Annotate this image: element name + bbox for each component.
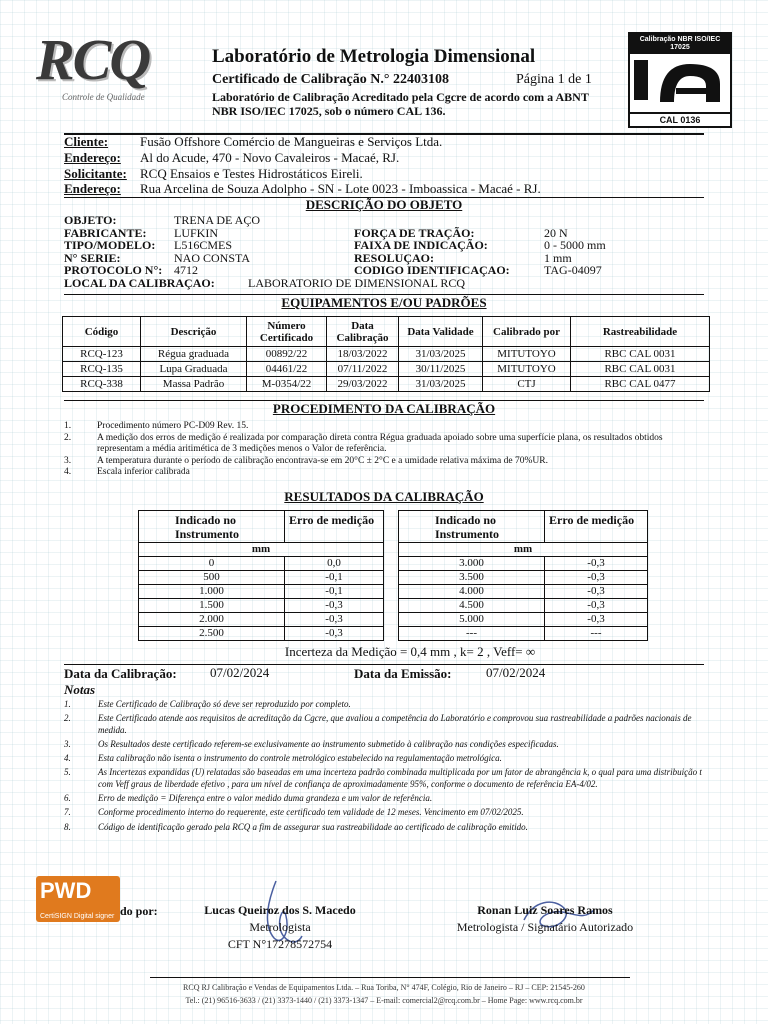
pwd-sub: CertiSIGN Digital signer — [40, 913, 115, 920]
object-label: OBJETO: — [64, 213, 117, 227]
table-cell: -0,3 — [545, 585, 648, 599]
item-number: 4. — [64, 467, 72, 477]
requester-address-row — [64, 181, 541, 197]
list-item — [64, 753, 704, 764]
table-row — [139, 557, 384, 571]
table-cell: 0 — [139, 557, 285, 571]
item-number: 2. — [64, 713, 71, 724]
list-item — [64, 793, 704, 804]
signer-1-name: Lucas Queiroz dos S. Macedo — [204, 903, 356, 917]
table-cell: 2.000 — [139, 613, 285, 627]
table-cell: -0,3 — [545, 571, 648, 585]
manufacturer-label: FABRICANTE: — [64, 225, 147, 240]
page-number: Página 1 de 1 — [516, 72, 592, 87]
item-text: Os Resultados deste certificado referem-se exclusivamente ao instrumento submetido à calibração nas condições especificadas. — [98, 738, 559, 749]
table-cell: 500 — [139, 571, 285, 585]
table-cell: -0,3 — [285, 627, 384, 641]
list-item — [64, 456, 674, 468]
item-number: 6. — [64, 793, 71, 804]
table-cell: 31/03/2025 — [399, 377, 483, 392]
requester-row — [64, 166, 363, 182]
list-item — [64, 713, 704, 736]
col-header: Descrição — [141, 317, 247, 347]
issue-date-label: Data da Emissão: — [354, 666, 452, 681]
table-cell: -0,3 — [285, 613, 384, 627]
accreditation-badge — [628, 32, 732, 128]
manufacturer-value: LUFKIN — [174, 225, 218, 240]
footer-divider — [150, 977, 630, 978]
item-text: Este Certificado atende aos requisitos de acreditação da Cgcre, que avaliou a competência do Laboratório e comprovou sua rastreabilidade a padrões nacionais de medida. — [98, 713, 692, 735]
location-label: LOCAL DA CALIBRAÇAO: — [64, 276, 215, 290]
footer-line-1: RCQ RJ Calibração e Vendas de Equipamentos Ltda. – Rua Toriba, N° 474F, Colégio, Rio de Janeiro – RJ – CEP: 21545-260 — [183, 983, 585, 992]
equipment-table — [62, 316, 710, 392]
table-cell: --- — [399, 627, 545, 641]
range-value: 0 - 5000 mm — [544, 238, 606, 252]
issue-date-value: 07/02/2024 — [486, 665, 546, 680]
table-cell: MITUTOYO — [483, 362, 571, 377]
col-header: Calibrado por — [483, 317, 571, 347]
table-cell: Massa Padrão — [141, 377, 247, 392]
table-cell: RBC CAL 0477 — [571, 377, 710, 392]
procedure-list — [64, 421, 674, 479]
table-cell: MITUTOYO — [483, 347, 571, 362]
table-cell: RCQ-135 — [63, 362, 141, 377]
address-row — [64, 150, 399, 166]
list-item — [64, 467, 674, 479]
col-header: Indicado no Instrumento — [399, 511, 545, 543]
item-number: 2. — [64, 432, 72, 443]
list-item — [64, 822, 704, 833]
table-cell: 00892/22 — [247, 347, 327, 362]
table-row — [399, 585, 648, 599]
table-cell: 18/03/2022 — [327, 347, 399, 362]
table-row — [139, 585, 384, 599]
equipment-header-row — [63, 317, 710, 347]
list-item — [64, 433, 674, 456]
table-cell: Lupa Graduada — [141, 362, 247, 377]
signature-block-1 — [180, 902, 380, 953]
lab-title: Laboratório de Metrologia Dimensional — [212, 46, 536, 67]
resolution-label: RESOLUÇAO: — [354, 250, 435, 265]
table-cell: -0,1 — [285, 571, 384, 585]
col-header: Indicado no Instrumento — [139, 511, 285, 543]
force-label: FORÇA DE TRAÇÃO: — [354, 225, 475, 240]
requester-value: RCQ Ensaios e Testes Hidrostáticos Eireli. — [140, 166, 363, 181]
badge-top-text: Calibração NBR ISO/IEC 17025 — [630, 34, 730, 54]
table-row — [63, 377, 710, 392]
pwd-label: PWD — [40, 878, 92, 903]
protocol-label: PROTOCOLO N°: — [64, 263, 163, 277]
col-header: Erro de medição — [545, 511, 648, 543]
table-cell: M-0354/22 — [247, 377, 327, 392]
table-cell: 07/11/2022 — [327, 362, 399, 377]
table-cell: -0,3 — [545, 613, 648, 627]
col-header: Número Certificado — [247, 317, 327, 347]
table-cell: 1.000 — [139, 585, 285, 599]
executed-by-label: do por: — [120, 904, 158, 918]
notes-list — [64, 699, 704, 836]
item-number: 8. — [64, 821, 71, 832]
table-cell: -0,1 — [285, 585, 384, 599]
table-cell: 2.500 — [139, 627, 285, 641]
table-cell: RCQ-123 — [63, 347, 141, 362]
object-value: TRENA DE AÇO — [174, 213, 261, 227]
table-cell: 30/11/2025 — [399, 362, 483, 377]
procedure-section-title: PROCEDIMENTO DA CALIBRAÇÃO — [272, 401, 496, 416]
id-code-value: TAG-04097 — [544, 263, 602, 277]
item-number: 7. — [64, 807, 71, 818]
table-cell: -0,3 — [545, 557, 648, 571]
equipment-section-title: EQUIPAMENTOS E/OU PADRÕES — [281, 295, 487, 310]
table-cell: 4.000 — [399, 585, 545, 599]
client-value: Fusão Offshore Comércio de Mangueiras e Serviços Ltda. — [140, 134, 443, 149]
pwd-badge — [36, 876, 120, 922]
results-section-title: RESULTADOS DA CALIBRAÇÃO — [284, 489, 484, 504]
item-text: A temperatura durante o período de calibração encontrava-se em 20°C ± 2°C e a umidade relativa máxima de 70%UR. — [97, 455, 548, 466]
notes-title: Notas — [64, 682, 96, 697]
table-cell: RBC CAL 0031 — [571, 347, 710, 362]
item-text: As Incertezas expandidas (U) relatadas são baseadas em uma incerteza padrão combinada multiplicada por um fator de abrangência k, o qual para uma distribuição t com Veff graus de liberdade efetivo , para um nível de confiança de aproximadamente 95%, conforme o documento de referência EA-4/02. — [98, 767, 702, 789]
footer-line-2: Tel.: (21) 96516-3633 / (21) 3373-1440 / (21) 3373-1347 – E-mail: comercial2@rcq.com.br – Home Page: www.rcq.com.br — [185, 996, 583, 1005]
col-header: Data Validade — [399, 317, 483, 347]
table-cell: RBC CAL 0031 — [571, 362, 710, 377]
table-row — [63, 347, 710, 362]
requester-address-label: Endereço: — [64, 181, 121, 196]
unit-row — [139, 543, 384, 557]
list-item — [64, 739, 704, 750]
table-cell: 3.500 — [399, 571, 545, 585]
item-number: 5. — [64, 767, 71, 778]
client-label: Cliente: — [64, 134, 109, 149]
item-text: Procedimento número PC-D09 Rev. 15. — [97, 421, 249, 431]
item-number: 3. — [64, 738, 71, 749]
table-row — [139, 627, 384, 641]
signer-1-cft: CFT N°17278572754 — [227, 937, 333, 951]
table-row — [139, 571, 384, 585]
rcq-logo — [32, 20, 172, 110]
logo-subtitle: Controle de Qualidade — [62, 92, 145, 102]
item-text: Este Certificado de Calibração só deve ser reproduzido por completo. — [98, 699, 351, 709]
item-number: 1. — [64, 421, 72, 431]
table-cell: 1.500 — [139, 599, 285, 613]
object-details — [64, 214, 704, 294]
signer-2-name: Ronan Luiz Soares Ramos — [477, 903, 613, 917]
table-cell: 29/03/2022 — [327, 377, 399, 392]
calibration-date-value: 07/02/2024 — [210, 665, 270, 680]
table-cell: CTJ — [483, 377, 571, 392]
col-header: Rastreabilidade — [571, 317, 710, 347]
table-row — [399, 571, 648, 585]
results-table-right — [398, 510, 648, 641]
requester-address-value: Rua Arcelina de Souza Adolpho - SN - Lote 0023 - Imboassica - Macaé - RJ. — [140, 181, 541, 196]
unit-cell: mm — [139, 543, 384, 557]
item-number: 1. — [64, 699, 71, 709]
serial-value: NAO CONSTA — [174, 250, 251, 265]
table-row — [63, 362, 710, 377]
item-number: 3. — [64, 455, 72, 466]
item-text: Conforme procedimento interno do requerente, este certificado tem validade de 12 meses. Vencimento em 07/02/2025. — [98, 807, 524, 818]
list-item — [64, 807, 704, 818]
table-cell: 31/03/2025 — [399, 347, 483, 362]
table-cell: 5.000 — [399, 613, 545, 627]
table-cell: 04461/22 — [247, 362, 327, 377]
signer-2-role: Metrologista / Signatário Autorizado — [456, 920, 634, 934]
range-label: FAIXA DE INDICAÇÃO: — [354, 238, 488, 252]
col-header: Data Calibração — [327, 317, 399, 347]
item-text: A medição dos erros de medição é realizada por comparação direta contra Régua graduada apoiado sobre uma superfície plana, os resultados obtidos representam a média aritimética de 3 medições menos o Valor de referência. — [97, 432, 663, 454]
cgcre-a-icon — [630, 54, 730, 110]
id-code-label: CODIGO IDENTIFICAÇAO: — [354, 263, 510, 277]
table-cell: RCQ-338 — [63, 377, 141, 392]
resolution-value: 1 mm — [544, 250, 572, 265]
table-row — [399, 557, 648, 571]
list-item — [64, 767, 704, 790]
table-cell: 4.500 — [399, 599, 545, 613]
item-number: 4. — [64, 753, 71, 764]
unit-row — [399, 543, 648, 557]
list-item — [64, 421, 674, 433]
col-header: Erro de medição — [285, 511, 384, 543]
results-header-row — [139, 511, 384, 543]
col-header: Código — [63, 317, 141, 347]
table-cell: 0,0 — [285, 557, 384, 571]
serial-label: N° SERIE: — [64, 250, 121, 265]
divider — [64, 664, 704, 665]
item-text: Código de identificação gerado pela RCQ a fim de assegurar sua rastreabilidade ao certificado de calibração emitido. — [98, 821, 528, 832]
protocol-value: 4712 — [174, 263, 198, 277]
table-row — [139, 599, 384, 613]
list-item — [64, 699, 704, 710]
table-row — [139, 613, 384, 627]
table-cell: -0,3 — [285, 599, 384, 613]
logo-text: RCQ — [36, 27, 150, 92]
calibration-date-label: Data da Calibração: — [64, 666, 177, 681]
object-section-title: DESCRIÇÃO DO OBJETO — [305, 197, 463, 212]
address-value: Al do Acude, 470 - Novo Cavaleiros - Macaé, RJ. — [140, 150, 400, 165]
address-label: Endereço: — [64, 150, 121, 165]
unit-cell: mm — [399, 543, 648, 557]
badge-code: CAL 0136 — [630, 112, 730, 126]
signature-block-2 — [430, 902, 660, 936]
signer-1-role: Metrologista — [249, 920, 311, 934]
results-header-row — [399, 511, 648, 543]
table-row — [399, 613, 648, 627]
table-row — [399, 627, 648, 641]
certificate-number: Certificado de Calibração N.° 22403108 — [212, 72, 449, 87]
table-row — [399, 599, 648, 613]
model-label: TIPO/MODELO: — [64, 238, 156, 252]
uncertainty-text: Incerteza da Medição = 0,4 mm , k= 2 , Veff= ∞ — [284, 644, 536, 659]
accreditation-text: Laboratório de Calibração Acreditado pela Cgcre de acordo com a ABNT NBR ISO/IEC 17025, sob o número CAL 136. — [212, 90, 589, 118]
table-cell: Régua graduada — [141, 347, 247, 362]
location-value: LABORATORIO DE DIMENSIONAL RCQ — [248, 276, 466, 290]
results-table-left — [138, 510, 384, 641]
item-text: Erro de medição = Diferença entre o valor medido duma grandeza e um valor de referência. — [98, 793, 433, 804]
force-value: 20 N — [544, 225, 568, 240]
item-text: Esta calibração não isenta o instrumento do controle metrológico estabelecido na regulamentação metrológica. — [98, 753, 502, 764]
item-text: Escala inferior calibrada — [97, 467, 190, 477]
requester-label: Solicitante: — [64, 166, 127, 181]
model-value: L516CMES — [174, 238, 233, 252]
table-cell: -0,3 — [545, 599, 648, 613]
client-row — [64, 134, 442, 150]
table-cell: --- — [545, 627, 648, 641]
table-cell: 3.000 — [399, 557, 545, 571]
